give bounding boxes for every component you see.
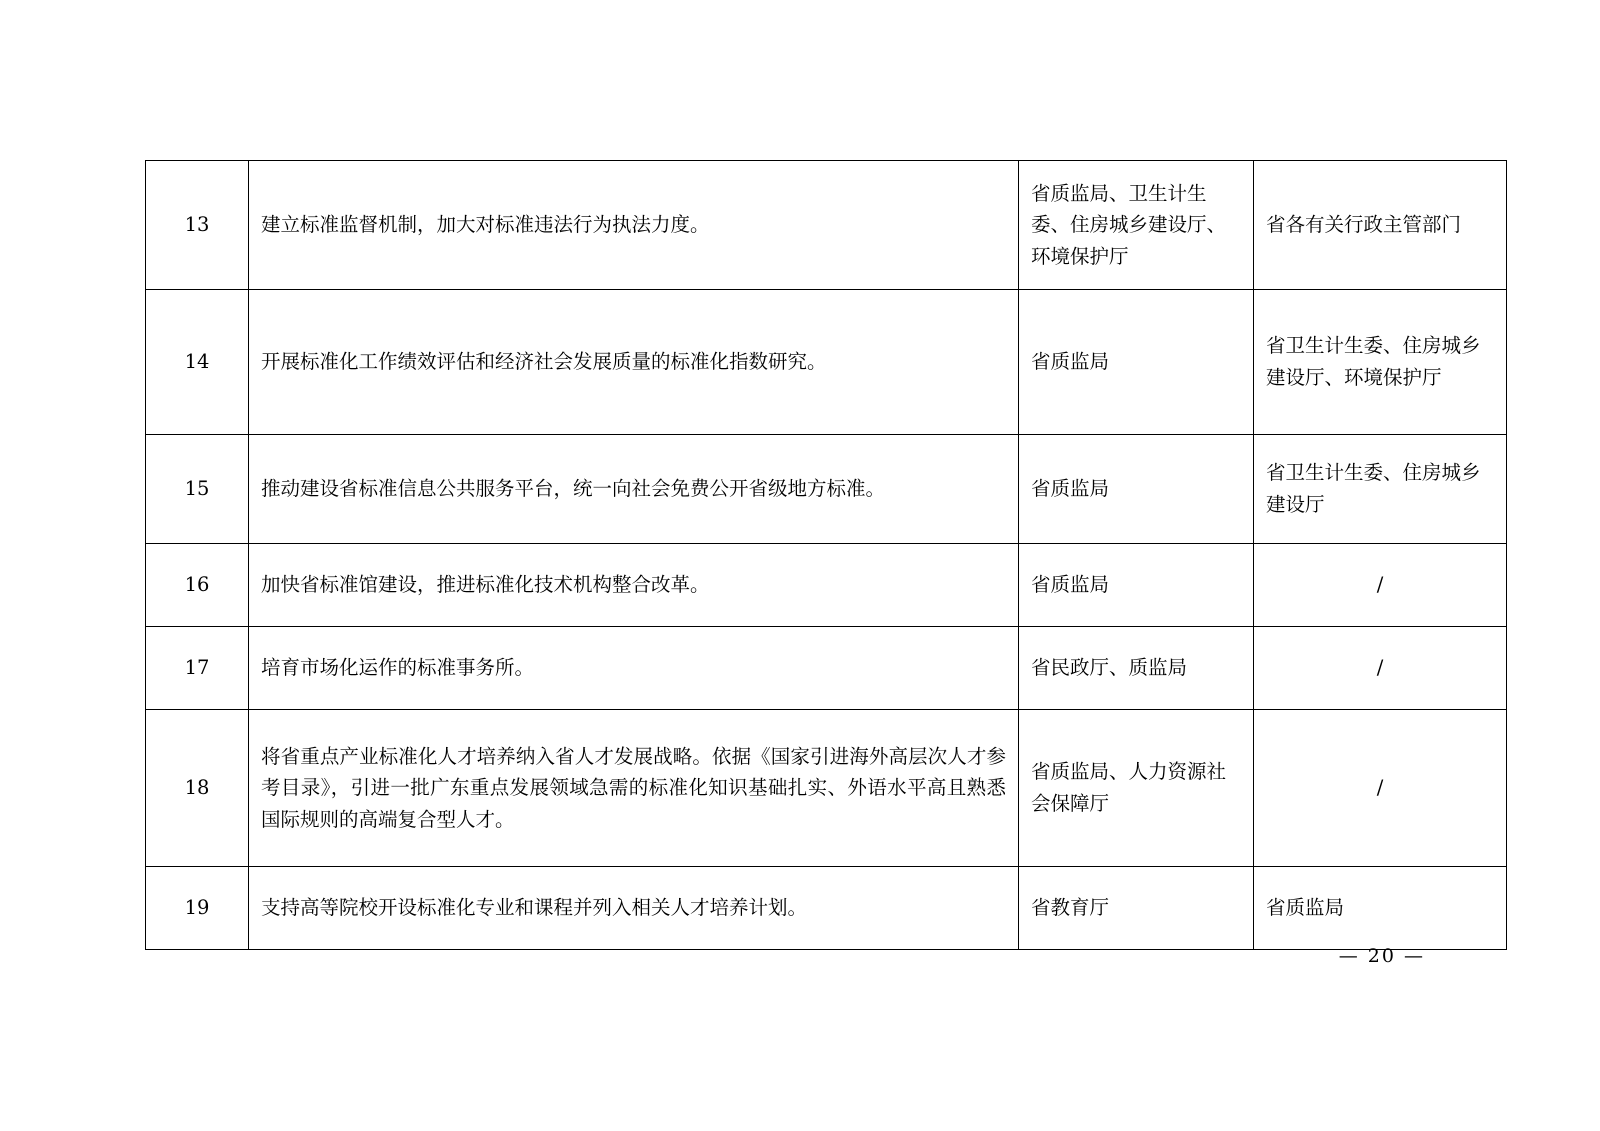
task-description-cell xyxy=(249,867,1019,950)
task-text: 将省重点产业标准化人才培养纳入省人才发展战略。依据《国家引进海外高层次人才参考目录》，引进一批广东重点发展领域急需的标准化知识基础扎实、外语水平高且熟悉国际规则的高端复合型人才。 xyxy=(261,744,1006,831)
task-description-cell xyxy=(249,710,1019,867)
lead-department-cell: 省质监局、卫生计生委、住房城乡建设厅、环境保护厅 xyxy=(1019,161,1254,290)
lead-department-cell: 省质监局、人力资源社会保障厅 xyxy=(1019,710,1254,867)
row-number-cell: 18 xyxy=(146,710,249,867)
task-assignment-table xyxy=(145,160,1507,950)
table-row xyxy=(146,290,1507,435)
lead-department-cell: 省质监局 xyxy=(1019,544,1254,627)
lead-department-cell: 省教育厅 xyxy=(1019,867,1254,950)
row-number-cell: 16 xyxy=(146,544,249,627)
task-text: 培育市场化运作的标准事务所。 xyxy=(261,656,535,680)
task-description-cell xyxy=(249,627,1019,710)
assist-department-cell: 省各有关行政主管部门 xyxy=(1254,161,1507,290)
assist-department-cell: 省质监局 xyxy=(1254,867,1507,950)
table-row xyxy=(146,161,1507,290)
table-row xyxy=(146,435,1507,544)
assist-department-cell: / xyxy=(1254,544,1507,627)
lead-department-cell: 省民政厅、质监局 xyxy=(1019,627,1254,710)
task-text: 建立标准监督机制，加大对标准违法行为执法力度。 xyxy=(261,213,710,237)
lead-department-cell: 省质监局 xyxy=(1019,435,1254,544)
table-row xyxy=(146,544,1507,627)
row-number-cell: 19 xyxy=(146,867,249,950)
row-number-cell: 13 xyxy=(146,161,249,290)
row-number-cell: 14 xyxy=(146,290,249,435)
assist-department-cell: 省卫生计生委、住房城乡建设厅 xyxy=(1254,435,1507,544)
table-row xyxy=(146,627,1507,710)
row-number-cell: 17 xyxy=(146,627,249,710)
task-text: 开展标准化工作绩效评估和经济社会发展质量的标准化指数研究。 xyxy=(261,350,827,374)
task-description-cell xyxy=(249,161,1019,290)
task-text: 支持高等院校开设标准化专业和课程并列入相关人才培养计划。 xyxy=(261,896,808,920)
table-row xyxy=(146,710,1507,867)
page-number: — 20 — xyxy=(1338,945,1425,967)
task-description-cell xyxy=(249,544,1019,627)
assist-department-cell: 省卫生计生委、住房城乡建设厅、环境保护厅 xyxy=(1254,290,1507,435)
assist-department-cell: / xyxy=(1254,627,1507,710)
lead-department-cell: 省质监局 xyxy=(1019,290,1254,435)
assist-department-cell: / xyxy=(1254,710,1507,867)
task-text: 加快省标准馆建设，推进标准化技术机构整合改革。 xyxy=(261,573,710,597)
task-description-cell xyxy=(249,290,1019,435)
table-row xyxy=(146,867,1507,950)
task-text: 推动建设省标准信息公共服务平台，统一向社会免费公开省级地方标准。 xyxy=(261,477,886,501)
task-description-cell xyxy=(249,435,1019,544)
row-number-cell: 15 xyxy=(146,435,249,544)
